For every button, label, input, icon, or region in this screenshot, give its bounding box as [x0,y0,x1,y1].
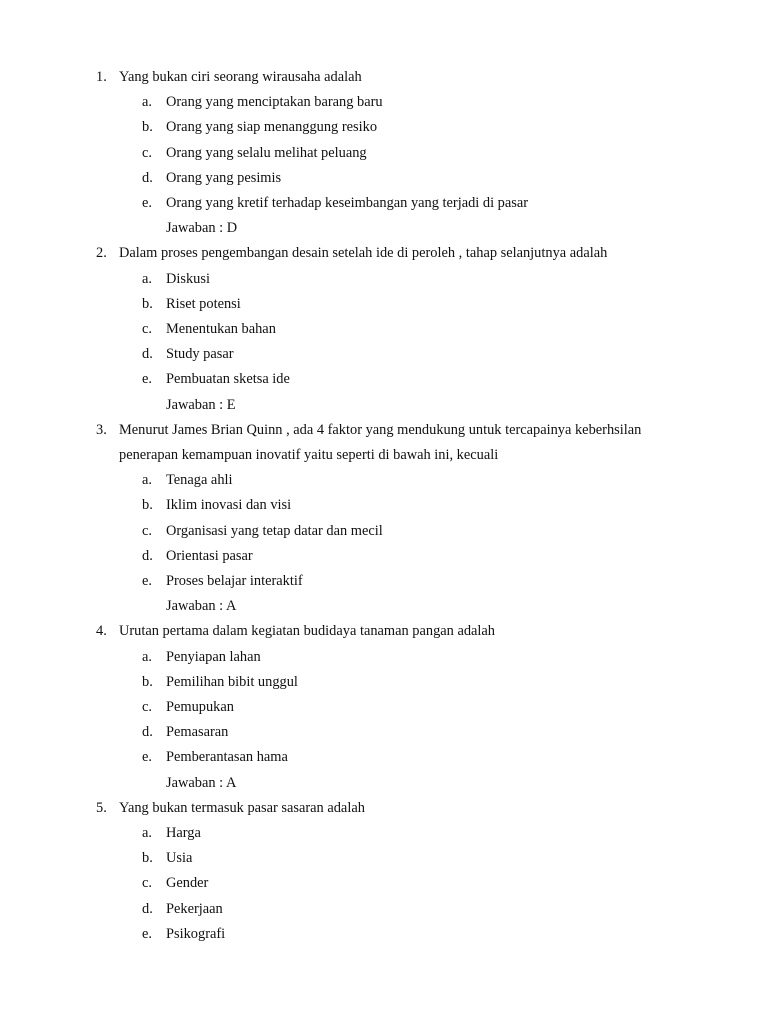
option-label: d. [142,346,153,363]
option-label: d. [142,724,153,741]
option-label: d. [142,547,153,564]
option-text: Usia [166,850,193,867]
option-label: b. [142,497,153,514]
option-label: b. [142,673,153,690]
option-text: Proses belajar interaktif [166,573,303,589]
question-text: penerapan kemampuan inovatif yaitu seperti di bawah ini, kecuali [119,447,499,463]
option-label: a. [142,94,152,111]
question-number: 5. [96,799,107,816]
question-number: 1. [96,69,107,85]
option-text: Pekerjaan [166,900,223,917]
option-text: Organisasi yang tetap datar dan mecil [166,522,383,539]
option-text: Pemilihan bibit unggul [166,673,298,690]
option-text: Study pasar [166,346,234,363]
question-text: Dalam proses pengembangan desain setelah ide di peroleh , tahap selanjutnya adalah [119,245,608,262]
answer-key: Jawaban : A [166,774,237,791]
option-text: Orang yang selalu melihat peluang [166,144,367,161]
question-text: Yang bukan termasuk pasar sasaran adalah [119,799,365,816]
option-label: d. [142,169,153,186]
option-text: Orang yang menciptakan barang baru [166,94,383,111]
answer-key: Jawaban : E [166,396,236,413]
option-text: Tenaga ahli [166,472,233,489]
option-label: a. [142,270,152,287]
question-text: Yang bukan ciri seorang wirausaha adalah [119,69,362,85]
option-label: b. [142,850,153,867]
option-text: Iklim inovasi dan visi [166,497,292,514]
option-text: Pemupukan [166,699,234,715]
option-text: Orang yang pesimis [166,169,282,186]
option-label: c. [142,144,152,161]
option-text: Orientasi pasar [166,547,253,564]
option-text: Menentukan bahan [166,321,276,337]
answer-key: Jawaban : D [166,220,238,237]
option-text: Harga [166,825,201,841]
option-label: e. [142,371,152,388]
question-number: 4. [96,623,107,640]
question-text: Menurut James Brian Quinn , ada 4 faktor yang mendukung untuk tercapainya keberhsilan [119,421,642,438]
option-label: c. [142,699,152,715]
option-text: Riset potensi [166,295,241,312]
option-label: c. [142,321,152,337]
answer-key: Jawaban : A [166,598,237,615]
question-number: 2. [96,245,107,262]
option-text: Gender [166,875,209,892]
option-text: Orang yang kretif terhadap keseimbangan yang terjadi di pasar [166,195,529,211]
question-text: Urutan pertama dalam kegiatan budidaya tanaman pangan adalah [119,623,495,640]
option-label: d. [142,900,153,917]
option-text: Pemasaran [166,724,229,741]
option-text: Orang yang siap menanggung resiko [166,119,378,136]
option-text: Penyiapan lahan [166,648,261,665]
option-label: a. [142,825,152,841]
option-label: e. [142,749,152,766]
option-label: c. [142,522,152,539]
option-label: e. [142,925,152,942]
option-label: a. [142,472,152,489]
option-label: e. [142,195,152,211]
option-label: e. [142,573,152,589]
option-text: Pembuatan sketsa ide [166,371,290,388]
option-label: a. [142,648,152,665]
option-text: Psikografi [166,925,226,942]
question-number: 3. [96,421,107,438]
option-label: b. [142,295,153,312]
option-label: b. [142,119,153,136]
option-text: Diskusi [166,270,210,287]
option-label: c. [142,875,152,892]
option-text: Pemberantasan hama [166,749,288,766]
